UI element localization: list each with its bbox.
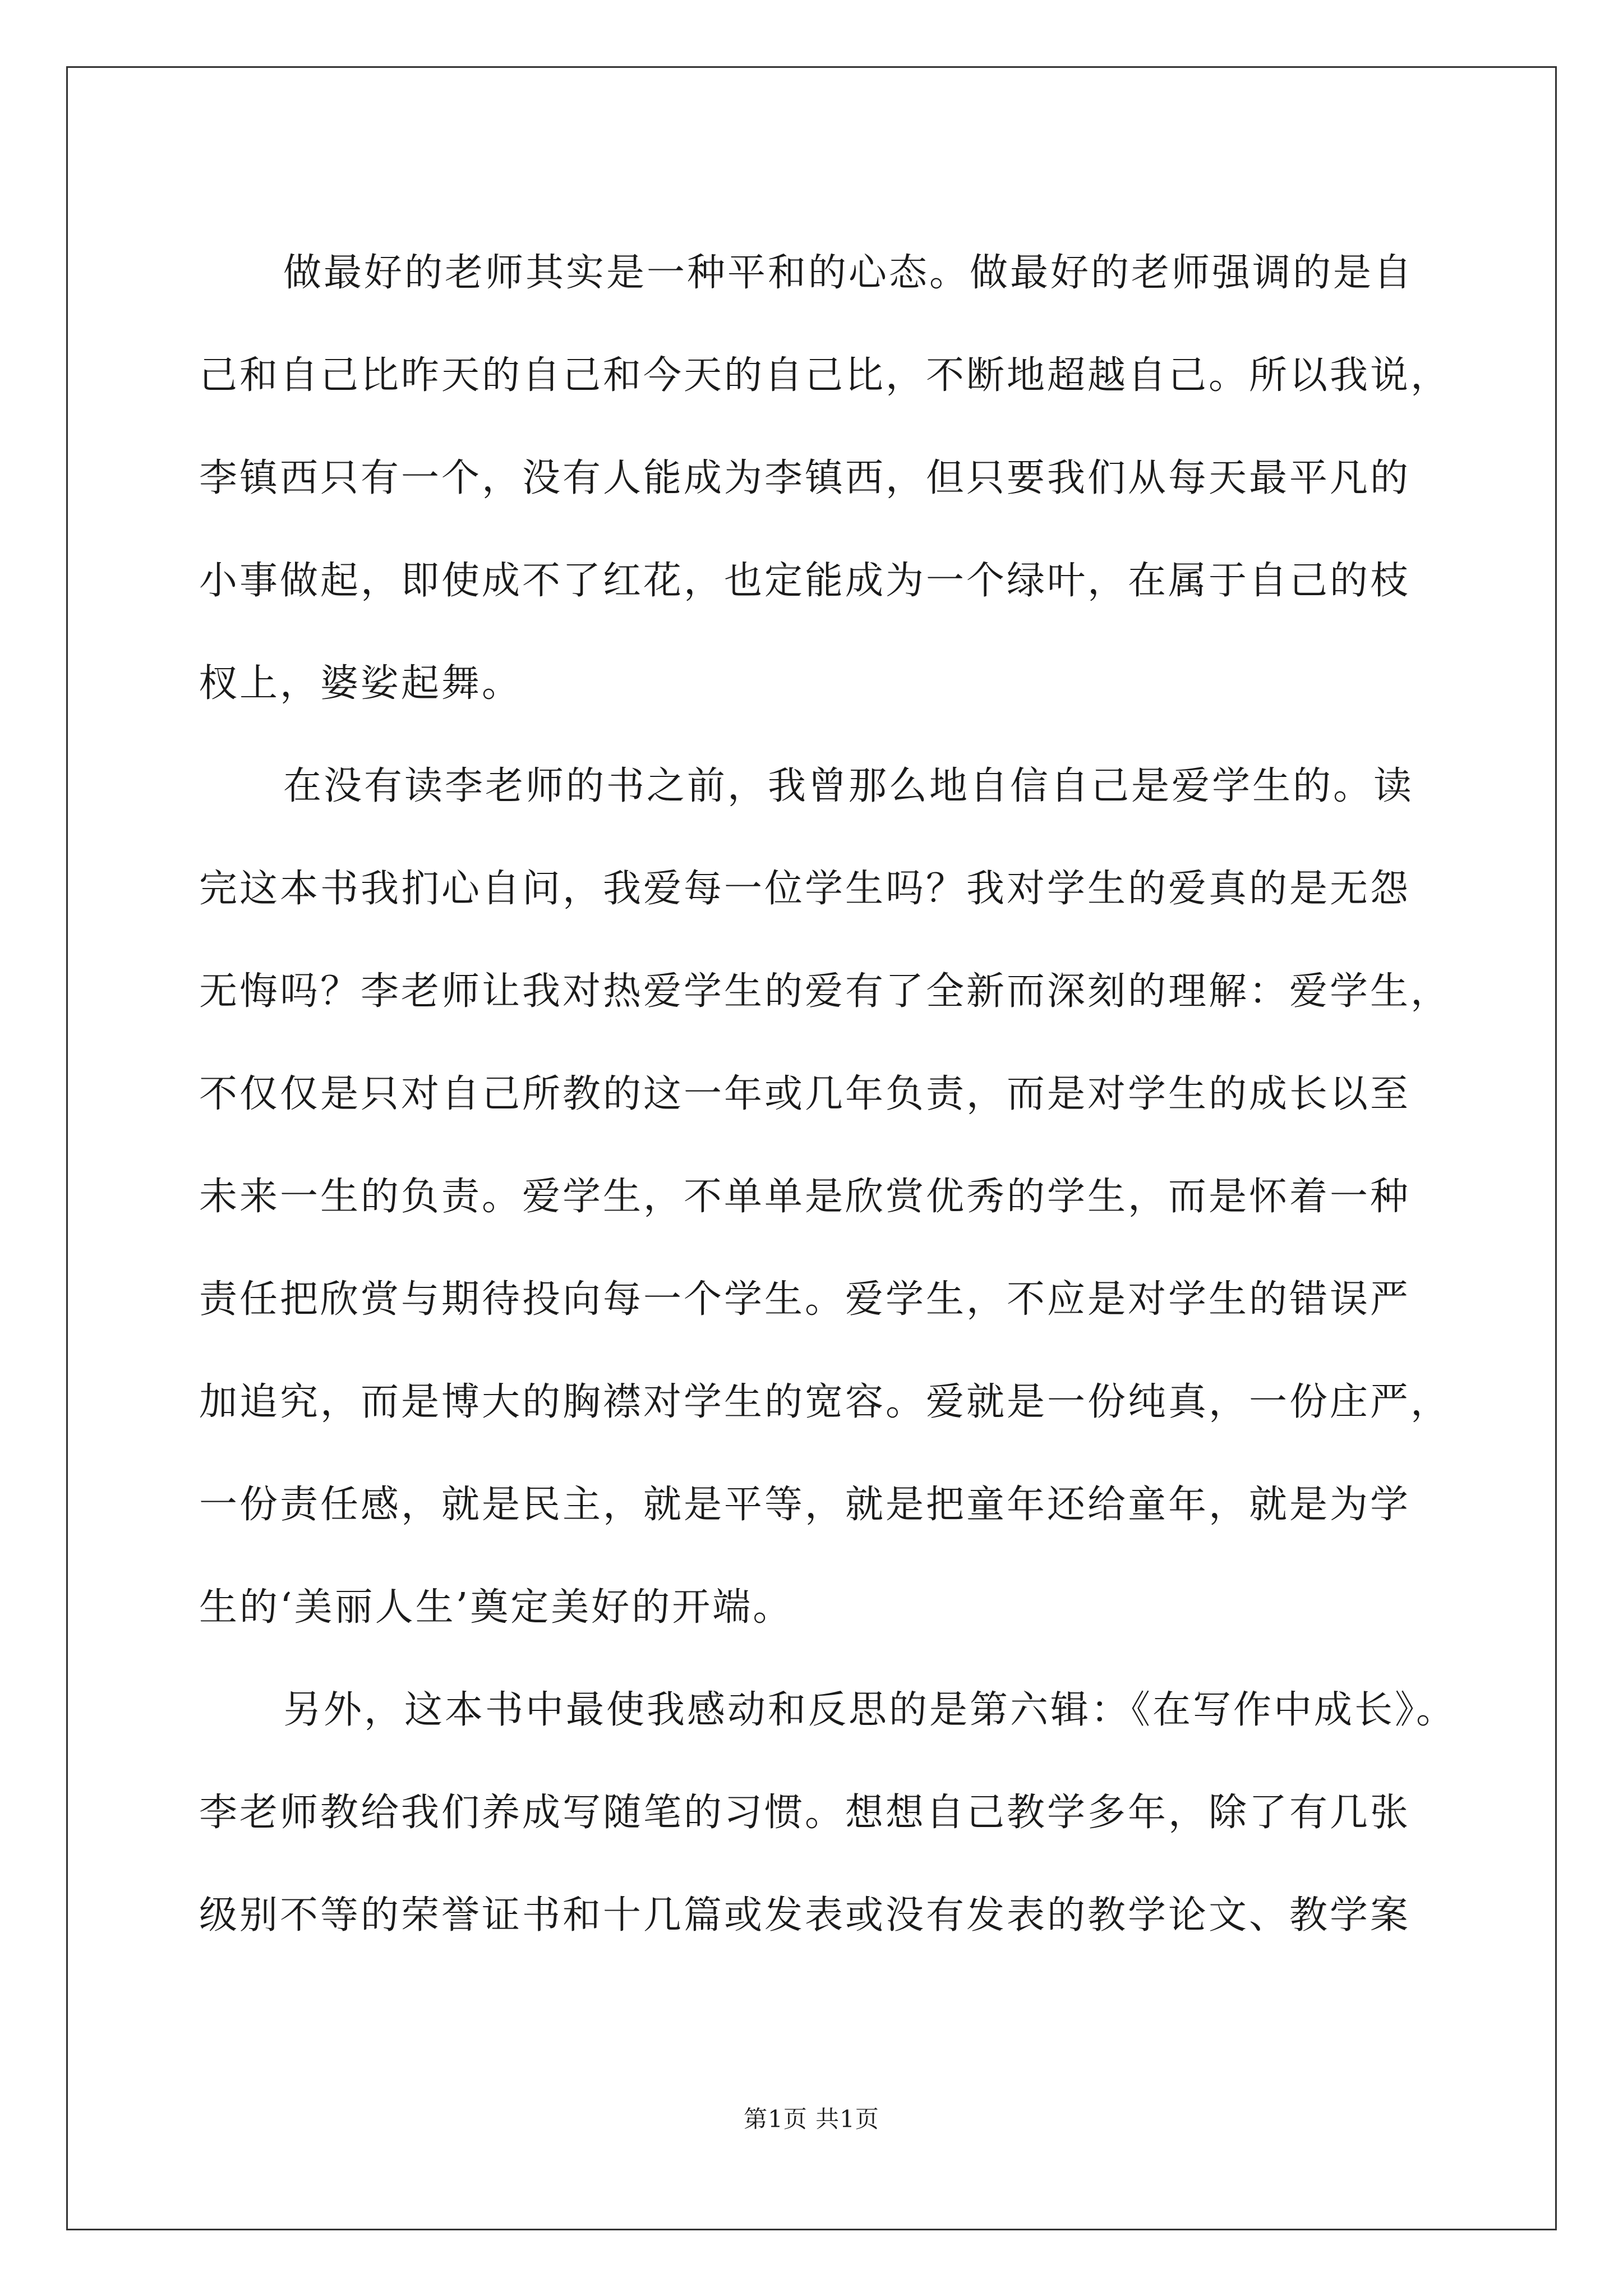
- text-line: 未来一生的负责。爱学生，不单单是欣赏优秀的学生，而是怀着一种: [199, 1175, 1411, 1219]
- text-line: 不仅仅是只对自己所教的这一年或几年负责，而是对学生的成长以至: [199, 1072, 1411, 1116]
- text-line: 李老师教给我们养成写随笔的习惯。想想自己教学多年，除了有几张: [199, 1791, 1411, 1835]
- paragraph-1: [199, 222, 1451, 735]
- text-line: 生的‘美丽人生’奠定美好的开端。: [199, 1585, 794, 1630]
- text-line: 杈上，婆娑起舞。: [199, 661, 523, 706]
- text-line: 一份责任感，就是民主，就是平等，就是把童年还给童年，就是为学: [199, 1483, 1411, 1527]
- text-line: 加追究，而是博大的胸襟对学生的宽容。爱就是一份纯真，一份庄严，: [199, 1380, 1451, 1424]
- text-line: 己和自己比昨天的自己和今天的自己比，不断地超越自己。所以我说，: [199, 353, 1451, 398]
- text-line: 另外，这本书中最使我感动和反思的是第六辑：《在写作中成长》。: [283, 1688, 1457, 1732]
- paragraph-3: [199, 1659, 1457, 1967]
- text-line: 无悔吗？李老师让我对热爱学生的爱有了全新而深刻的理解：爱学生，: [199, 969, 1451, 1014]
- text-line: 做最好的老师其实是一种平和的心态。做最好的老师强调的是自: [283, 251, 1414, 295]
- text-line: 李镇西只有一个，没有人能成为李镇西，但只要我们从每天最平凡的: [199, 456, 1411, 500]
- page-number-footer: 第1页 共1页: [744, 2105, 879, 2133]
- text-line: 在没有读李老师的书之前，我曾那么地自信自己是爱学生的。读: [283, 764, 1414, 808]
- document-body: [199, 222, 1457, 1967]
- paragraph-2: [199, 735, 1451, 1659]
- text-line: 责任把欣赏与期待投向每一个学生。爱学生，不应是对学生的错误严: [199, 1277, 1411, 1322]
- text-line: 完这本书我扪心自问，我爱每一位学生吗？我对学生的爱真的是无怨: [199, 867, 1411, 911]
- text-line: 级别不等的荣誉证书和十几篇或发表或没有发表的教学论文、教学案: [199, 1893, 1411, 1938]
- text-line: 小事做起，即使成不了红花，也定能成为一个绿叶，在属于自己的枝: [199, 559, 1411, 603]
